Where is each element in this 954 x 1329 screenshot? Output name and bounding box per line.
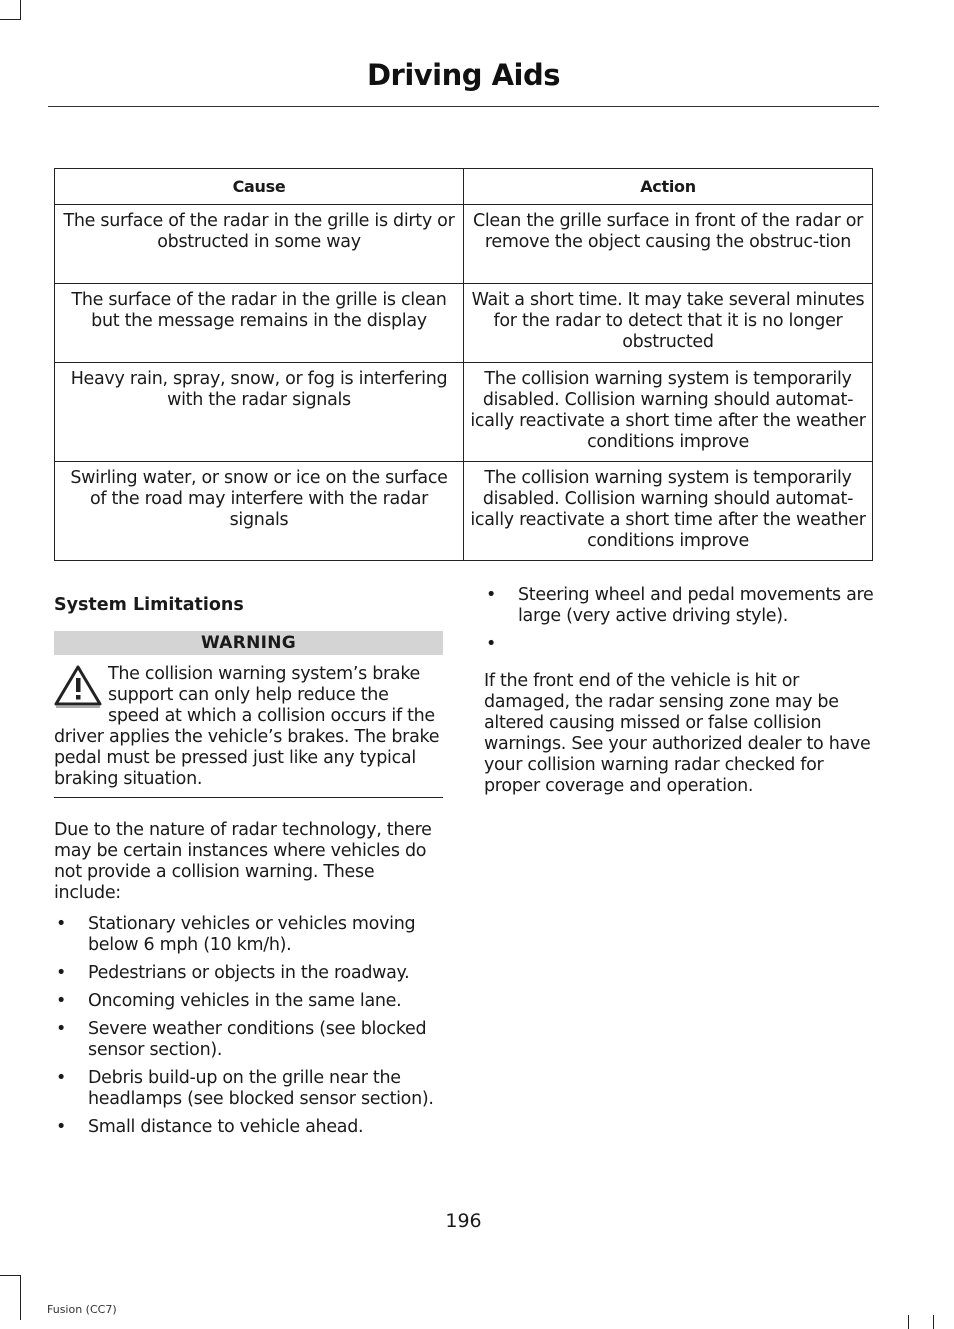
- section-heading: System Limitations: [54, 595, 244, 615]
- table-row: [55, 462, 873, 561]
- crop-mark-top-left-v: [20, 0, 21, 20]
- warning-label: WARNING: [54, 631, 443, 655]
- bullet-dot: •: [486, 585, 497, 605]
- crop-mark-bottom-right-b: [908, 1315, 909, 1329]
- list-item: [54, 991, 443, 1012]
- table-cell-cause: Heavy rain, spray, snow, or fog is interfering with the radar signals: [55, 363, 464, 462]
- list-item-text: Oncoming vehicles in the same lane.: [88, 991, 402, 1011]
- limitation-list: [54, 914, 443, 1138]
- warning-triangle-icon: [54, 664, 104, 708]
- limitation-list-continued: [484, 585, 874, 655]
- bullet-dot: •: [56, 914, 67, 934]
- table-cell-action: The collision warning system is temporarily disabled. Collision warning should automat-ically reactivate a short time after the weather conditions improve: [464, 462, 873, 561]
- table-cell-action: The collision warning system is temporarily disabled. Collision warning should automat-ically reactivate a short time after the weather conditions improve: [464, 363, 873, 462]
- list-item-text: Severe weather conditions (see blocked sensor section).: [88, 1019, 427, 1060]
- crop-mark-bottom-right-a: [933, 1315, 934, 1329]
- list-item: [484, 634, 874, 655]
- list-item: [54, 963, 443, 984]
- page-number: 196: [445, 1210, 482, 1232]
- bullet-dot: •: [56, 1019, 67, 1039]
- table-cell-cause: Swirling water, or snow or ice on the surface of the road may interfere with the radar signals: [55, 462, 464, 561]
- list-item: [54, 1068, 443, 1110]
- page-title: Driving Aids: [366, 58, 561, 92]
- warning-text: The collision warning system’s brake support can only help reduce the speed at which a collision occurs if the driver applies the vehicle’s brakes. The brake pedal must be pressed just like any typical braking situation.: [54, 664, 440, 789]
- table-cell-action: Clean the grille surface in front of the radar or remove the object causing the obstruc-tion: [464, 205, 873, 284]
- table-cell-action: Wait a short time. It may take several minutes for the radar to detect that it is no longer obstructed: [464, 284, 873, 363]
- table-row: [55, 205, 873, 284]
- table-row: [55, 363, 873, 462]
- bullet-dot: •: [56, 991, 67, 1011]
- crop-mark-bottom-left-v: [20, 1275, 21, 1320]
- list-item-text: Pedestrians or objects in the roadway.: [88, 963, 410, 983]
- list-item: [484, 585, 874, 627]
- bullet-dot: •: [56, 1117, 67, 1137]
- closing-paragraph: If the front end of the vehicle is hit or damaged, the radar sensing zone may be altered causing missed or false collision warnings. See your authorized dealer to have your collision warning radar checked for proper coverage and operation.: [484, 671, 871, 796]
- intro-paragraph: Due to the nature of radar technology, there may be certain instances where vehicles do not provide a collision warning. These include:: [54, 820, 432, 903]
- table-header-cause: Cause: [55, 169, 464, 205]
- list-item: [54, 1117, 443, 1138]
- warning-box: [54, 655, 443, 798]
- crop-mark-bottom-left-h: [0, 1275, 20, 1276]
- bullet-dot: •: [56, 1068, 67, 1088]
- table-header-action: Action: [464, 169, 873, 205]
- cause-action-table: [54, 168, 873, 561]
- title-rule: [48, 106, 879, 107]
- left-column: [54, 595, 443, 1145]
- list-item-text: Debris build-up on the grille near the headlamps (see blocked sensor section).: [88, 1068, 434, 1109]
- footer-model: Fusion (CC7): [47, 1303, 117, 1316]
- crop-mark-top-left-h: [0, 19, 20, 20]
- bullet-dot: •: [56, 963, 67, 983]
- bullet-dot: •: [486, 634, 497, 654]
- table-header-row: [55, 169, 873, 205]
- table-cell-cause: The surface of the radar in the grille is dirty or obstructed in some way: [55, 205, 464, 284]
- right-column: [484, 585, 874, 807]
- list-item-text: Stationary vehicles or vehicles moving below 6 mph (10 km/h).: [88, 914, 416, 955]
- list-item-text: Steering wheel and pedal movements are large (very active driving style).: [518, 585, 874, 626]
- list-item: [54, 914, 443, 956]
- table-cell-cause: The surface of the radar in the grille is clean but the message remains in the display: [55, 284, 464, 363]
- table-row: [55, 284, 873, 363]
- list-item-text: Small distance to vehicle ahead.: [88, 1117, 364, 1137]
- list-item: [54, 1019, 443, 1061]
